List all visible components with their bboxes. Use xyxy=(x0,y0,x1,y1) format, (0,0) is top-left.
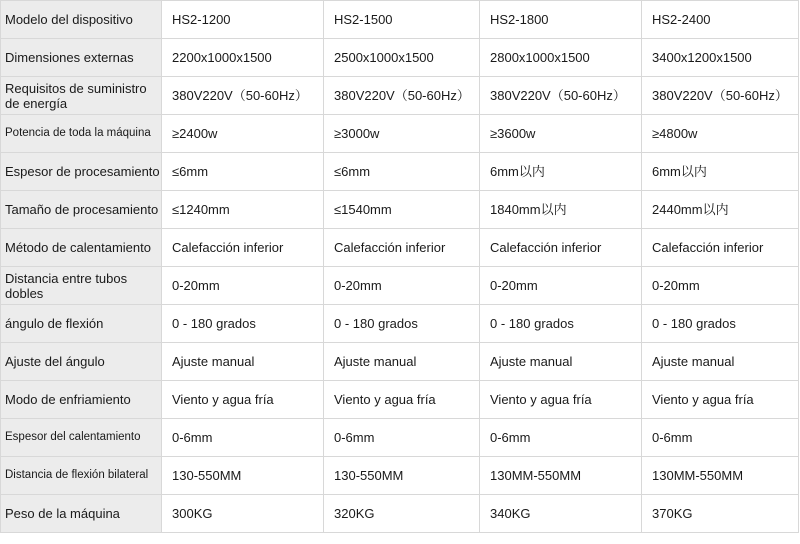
table-row xyxy=(1,229,799,267)
table-cell: Ajuste manual xyxy=(324,343,480,381)
table-cell: HS2-2400 xyxy=(642,1,799,39)
row-label: Espesor de procesamiento xyxy=(1,153,162,191)
table-cell: 130-550MM xyxy=(162,457,324,495)
table-cell: HS2-1800 xyxy=(480,1,642,39)
table-cell: 2500x1000x1500 xyxy=(324,39,480,77)
table-cell: Calefacción inferior xyxy=(642,229,799,267)
table-cell: Viento y agua fría xyxy=(162,381,324,419)
table-row xyxy=(1,39,799,77)
table-cell: Viento y agua fría xyxy=(324,381,480,419)
row-label: Peso de la máquina xyxy=(1,495,162,533)
table-cell: 0 - 180 grados xyxy=(642,305,799,343)
table-cell: 6mm以内 xyxy=(480,153,642,191)
table-row xyxy=(1,457,799,495)
row-label: Distancia entre tubos dobles xyxy=(1,267,162,305)
table-cell: 320KG xyxy=(324,495,480,533)
table-cell: 370KG xyxy=(642,495,799,533)
row-label: Requisitos de suministro de energía xyxy=(1,77,162,115)
table-row xyxy=(1,267,799,305)
table-row xyxy=(1,115,799,153)
table-cell: 0 - 180 grados xyxy=(324,305,480,343)
table-cell: Calefacción inferior xyxy=(324,229,480,267)
row-label: Modelo del dispositivo xyxy=(1,1,162,39)
table-cell: ≤1240mm xyxy=(162,191,324,229)
table-cell: 0 - 180 grados xyxy=(480,305,642,343)
table-row xyxy=(1,381,799,419)
row-label: Potencia de toda la máquina xyxy=(1,115,162,153)
table-cell: 0-20mm xyxy=(324,267,480,305)
table-cell: HS2-1200 xyxy=(162,1,324,39)
table-cell: 130MM-550MM xyxy=(642,457,799,495)
table-cell: 2440mm以内 xyxy=(642,191,799,229)
table-cell: ≥3000w xyxy=(324,115,480,153)
row-label: Dimensiones externas xyxy=(1,39,162,77)
table-cell: 130MM-550MM xyxy=(480,457,642,495)
row-label: Modo de enfriamiento xyxy=(1,381,162,419)
table-row xyxy=(1,153,799,191)
table-cell: ≤6mm xyxy=(162,153,324,191)
table-cell: 6mm以内 xyxy=(642,153,799,191)
table-row xyxy=(1,305,799,343)
table-cell: 0-6mm xyxy=(480,419,642,457)
table-cell: 1840mm以内 xyxy=(480,191,642,229)
table-cell: 340KG xyxy=(480,495,642,533)
table-cell: 2800x1000x1500 xyxy=(480,39,642,77)
table-cell: 0 - 180 grados xyxy=(162,305,324,343)
row-label: Tamaño de procesamiento xyxy=(1,191,162,229)
table-cell: 300KG xyxy=(162,495,324,533)
table-cell: 2200x1000x1500 xyxy=(162,39,324,77)
table-cell: Ajuste manual xyxy=(480,343,642,381)
table-cell: Ajuste manual xyxy=(162,343,324,381)
table-row xyxy=(1,191,799,229)
table-cell: Calefacción inferior xyxy=(480,229,642,267)
table-cell: ≥3600w xyxy=(480,115,642,153)
table-cell: 130-550MM xyxy=(324,457,480,495)
table-cell: 0-6mm xyxy=(324,419,480,457)
table-cell: 3400x1200x1500 xyxy=(642,39,799,77)
table-cell: 380V220V（50-60Hz） xyxy=(162,77,324,115)
table-cell: 0-20mm xyxy=(162,267,324,305)
table-row xyxy=(1,495,799,533)
table-cell: Calefacción inferior xyxy=(162,229,324,267)
table-row xyxy=(1,1,799,39)
table-cell: ≥4800w xyxy=(642,115,799,153)
row-label: ángulo de flexión xyxy=(1,305,162,343)
table-cell: Ajuste manual xyxy=(642,343,799,381)
table-row xyxy=(1,419,799,457)
table-cell: HS2-1500 xyxy=(324,1,480,39)
row-label: Distancia de flexión bilateral xyxy=(1,457,162,495)
table-cell: 0-20mm xyxy=(480,267,642,305)
table-cell: Viento y agua fría xyxy=(642,381,799,419)
table-cell: Viento y agua fría xyxy=(480,381,642,419)
table-cell: ≥2400w xyxy=(162,115,324,153)
row-label: Ajuste del ángulo xyxy=(1,343,162,381)
table-cell: 380V220V（50-60Hz） xyxy=(324,77,480,115)
row-label: Espesor del calentamiento xyxy=(1,419,162,457)
table-cell: 0-20mm xyxy=(642,267,799,305)
row-label: Método de calentamiento xyxy=(1,229,162,267)
table-cell: 380V220V（50-60Hz） xyxy=(480,77,642,115)
table-row xyxy=(1,343,799,381)
table-cell: 0-6mm xyxy=(642,419,799,457)
table-cell: 0-6mm xyxy=(162,419,324,457)
table-cell: ≤1540mm xyxy=(324,191,480,229)
table-row xyxy=(1,77,799,115)
table-cell: ≤6mm xyxy=(324,153,480,191)
table-cell: 380V220V（50-60Hz） xyxy=(642,77,799,115)
